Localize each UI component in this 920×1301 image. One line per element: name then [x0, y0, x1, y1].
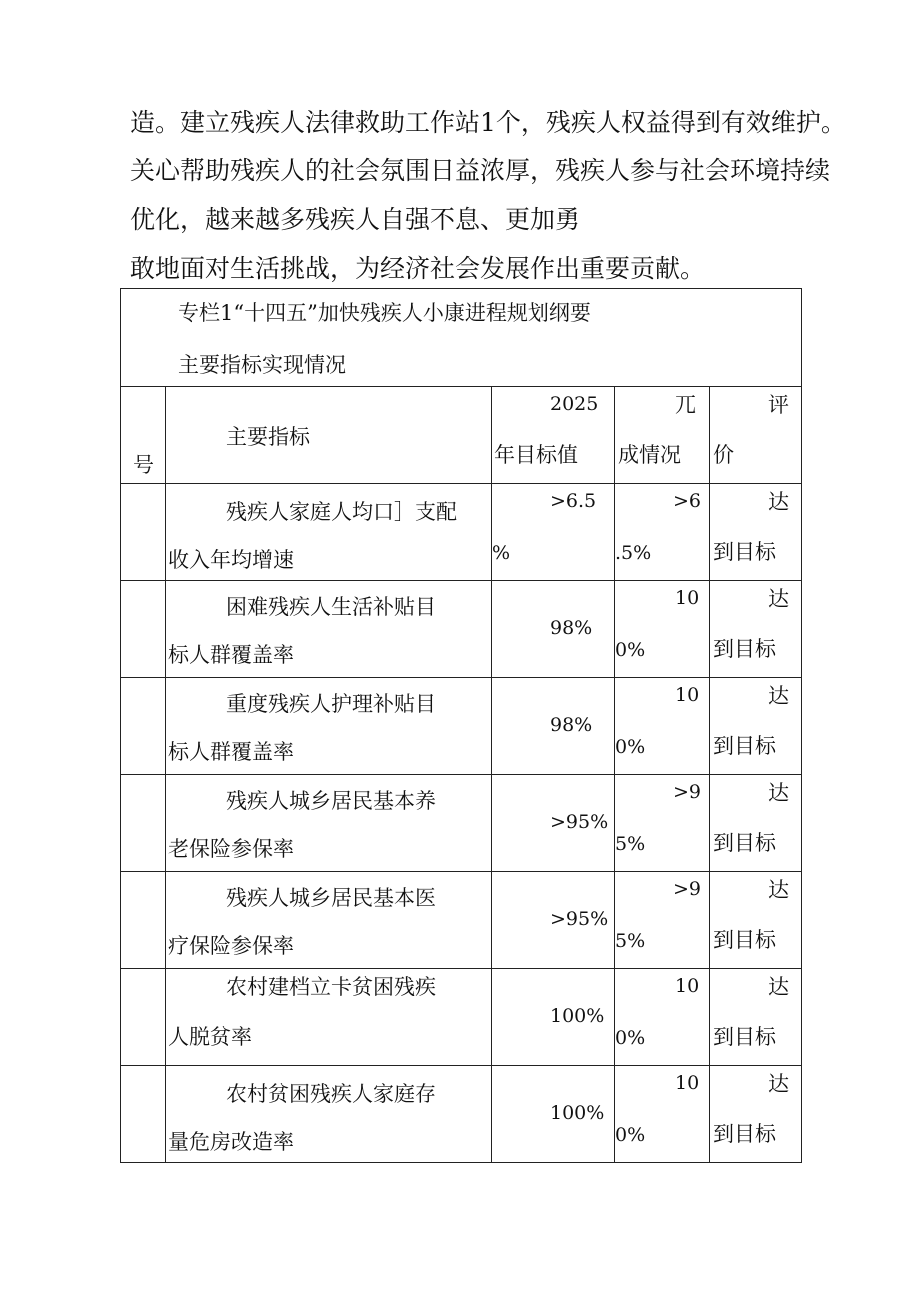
- table-caption: [121, 289, 802, 387]
- header-eval-line2: 价: [713, 443, 734, 467]
- actual-cell: [615, 969, 710, 1066]
- row-no-cell: [121, 775, 166, 872]
- row-no-cell: [121, 1066, 166, 1163]
- indicator-cell: [166, 581, 492, 678]
- eval-line1: 达: [768, 878, 789, 902]
- caption-title: 专栏1“十四五”加快残疾人小康进程规划纲要: [178, 301, 591, 325]
- actual-cell: [615, 678, 710, 775]
- actual-line1: 10: [675, 684, 700, 706]
- header-target-line2: 年目标值: [494, 443, 578, 467]
- header-target-line1: 2025: [550, 393, 599, 415]
- eval-cell: [710, 484, 802, 581]
- actual-cell: [615, 484, 710, 581]
- header-no: [121, 387, 166, 484]
- target-cell: [492, 775, 615, 872]
- eval-cell: [710, 581, 802, 678]
- actual-line2: .5%: [615, 542, 652, 564]
- actual-line2: 0%: [615, 1027, 646, 1049]
- indicator-line2: 疗保险参保率: [168, 934, 294, 958]
- actual-line2: 0%: [615, 639, 646, 661]
- header-actual-line1: 兀: [675, 393, 696, 417]
- target-cell: [492, 1066, 615, 1163]
- eval-line1: 达: [768, 781, 789, 805]
- target-cell: [492, 678, 615, 775]
- actual-line2: 5%: [615, 833, 646, 855]
- indicator-cell: [166, 484, 492, 581]
- target-cell: [492, 969, 615, 1066]
- eval-line1: 达: [768, 587, 789, 611]
- row-no-cell: [121, 969, 166, 1066]
- eval-cell: [710, 1066, 802, 1163]
- eval-line1: 达: [768, 490, 789, 514]
- eval-line2: 到目标: [713, 831, 776, 855]
- indicator-line2: 人脱贫率: [168, 1025, 252, 1049]
- eval-line2: 到目标: [713, 540, 776, 564]
- header-actual-line2: 成情况: [618, 443, 681, 467]
- actual-cell: [615, 581, 710, 678]
- header-target: [492, 387, 615, 484]
- indicator-line1: 农村建档立卡贫困残疾: [226, 975, 436, 999]
- indicator-cell: [166, 969, 492, 1066]
- eval-cell: [710, 775, 802, 872]
- row-no-cell: [121, 484, 166, 581]
- eval-cell: [710, 872, 802, 969]
- header-eval-line1: 评: [768, 393, 789, 417]
- indicator-table: [120, 288, 802, 1163]
- indicator-cell: [166, 678, 492, 775]
- target-value: 100%: [550, 1005, 605, 1027]
- actual-line2: 0%: [615, 736, 646, 758]
- actual-line1: >9: [673, 781, 702, 803]
- actual-cell: [615, 775, 710, 872]
- indicator-line2: 收入年均增速: [168, 548, 294, 572]
- eval-cell: [710, 678, 802, 775]
- paragraph-line: 敢地面对生活挑战，为经济社会发展作出重要贡献。: [130, 254, 706, 283]
- row-no-cell: [121, 581, 166, 678]
- actual-line1: 10: [675, 975, 700, 997]
- indicator-line1: 残疾人城乡居民基本养: [226, 789, 436, 813]
- indicator-line1: 农村贫困残疾人家庭存: [226, 1082, 436, 1106]
- indicator-cell: [166, 775, 492, 872]
- table-header-row: [121, 387, 802, 484]
- indicator-line2: 老保险参保率: [168, 837, 294, 861]
- header-indicator: [166, 387, 492, 484]
- header-indicator-label: 主要指标: [226, 425, 310, 449]
- eval-line2: 到目标: [713, 1122, 776, 1146]
- indicator-cell: [166, 872, 492, 969]
- eval-line1: 达: [768, 684, 789, 708]
- eval-cell: [710, 969, 802, 1066]
- eval-line1: 达: [768, 975, 789, 999]
- paragraph-line: 关心帮助残疾人的社会氛围日益浓厚，残疾人参与社会环境持续: [130, 156, 831, 185]
- paragraph-line: 造。建立残疾人法律救助工作站1个，残疾人权益得到有效维护。: [130, 108, 846, 137]
- target-cell: [492, 581, 615, 678]
- actual-line2: 5%: [615, 930, 646, 952]
- target-value: 98%: [550, 714, 593, 736]
- target-cell: [492, 872, 615, 969]
- actual-cell: [615, 1066, 710, 1163]
- caption-subtitle: 主要指标实现情况: [178, 353, 346, 377]
- target-value: >95%: [550, 811, 609, 833]
- target-cell: [492, 484, 615, 581]
- indicator-line2: 量危房改造率: [168, 1130, 294, 1154]
- row-no-cell: [121, 678, 166, 775]
- actual-line1: 10: [675, 1072, 700, 1094]
- eval-line1: 达: [768, 1072, 789, 1096]
- indicator-line2: 标人群覆盖率: [168, 740, 294, 764]
- target-line2: %: [492, 542, 511, 564]
- header-eval: [710, 387, 802, 484]
- table-row: [121, 969, 802, 1066]
- target-value: 98%: [550, 617, 593, 639]
- paragraph-line: 优化，越来越多残疾人自强不息、更加勇: [130, 205, 581, 234]
- eval-line2: 到目标: [713, 928, 776, 952]
- indicator-line1: 困难残疾人生活补贴目: [226, 595, 436, 619]
- actual-cell: [615, 872, 710, 969]
- eval-line2: 到目标: [713, 637, 776, 661]
- table-caption-row: [121, 289, 802, 387]
- table-row: [121, 678, 802, 775]
- eval-line2: 到目标: [713, 1025, 776, 1049]
- target-value: >95%: [550, 908, 609, 930]
- actual-line1: >6: [673, 490, 702, 512]
- indicator-line1: 重度残疾人护理补贴目: [226, 692, 436, 716]
- indicator-line2: 标人群覆盖率: [168, 643, 294, 667]
- target-line1: >6.5: [550, 490, 597, 512]
- indicator-line1: 残疾人城乡居民基本医: [226, 886, 436, 910]
- header-no-label: 号: [133, 453, 154, 477]
- actual-line2: 0%: [615, 1124, 646, 1146]
- table-row: [121, 775, 802, 872]
- eval-line2: 到目标: [713, 734, 776, 758]
- actual-line1: 10: [675, 587, 700, 609]
- row-no-cell: [121, 872, 166, 969]
- indicator-line1: 残疾人家庭人均口］支配: [226, 500, 457, 524]
- indicator-cell: [166, 1066, 492, 1163]
- actual-line1: >9: [673, 878, 702, 900]
- table-row: [121, 872, 802, 969]
- table-row: [121, 581, 802, 678]
- table-row: [121, 1066, 802, 1163]
- header-actual: [615, 387, 710, 484]
- table-row: [121, 484, 802, 581]
- target-value: 100%: [550, 1102, 605, 1124]
